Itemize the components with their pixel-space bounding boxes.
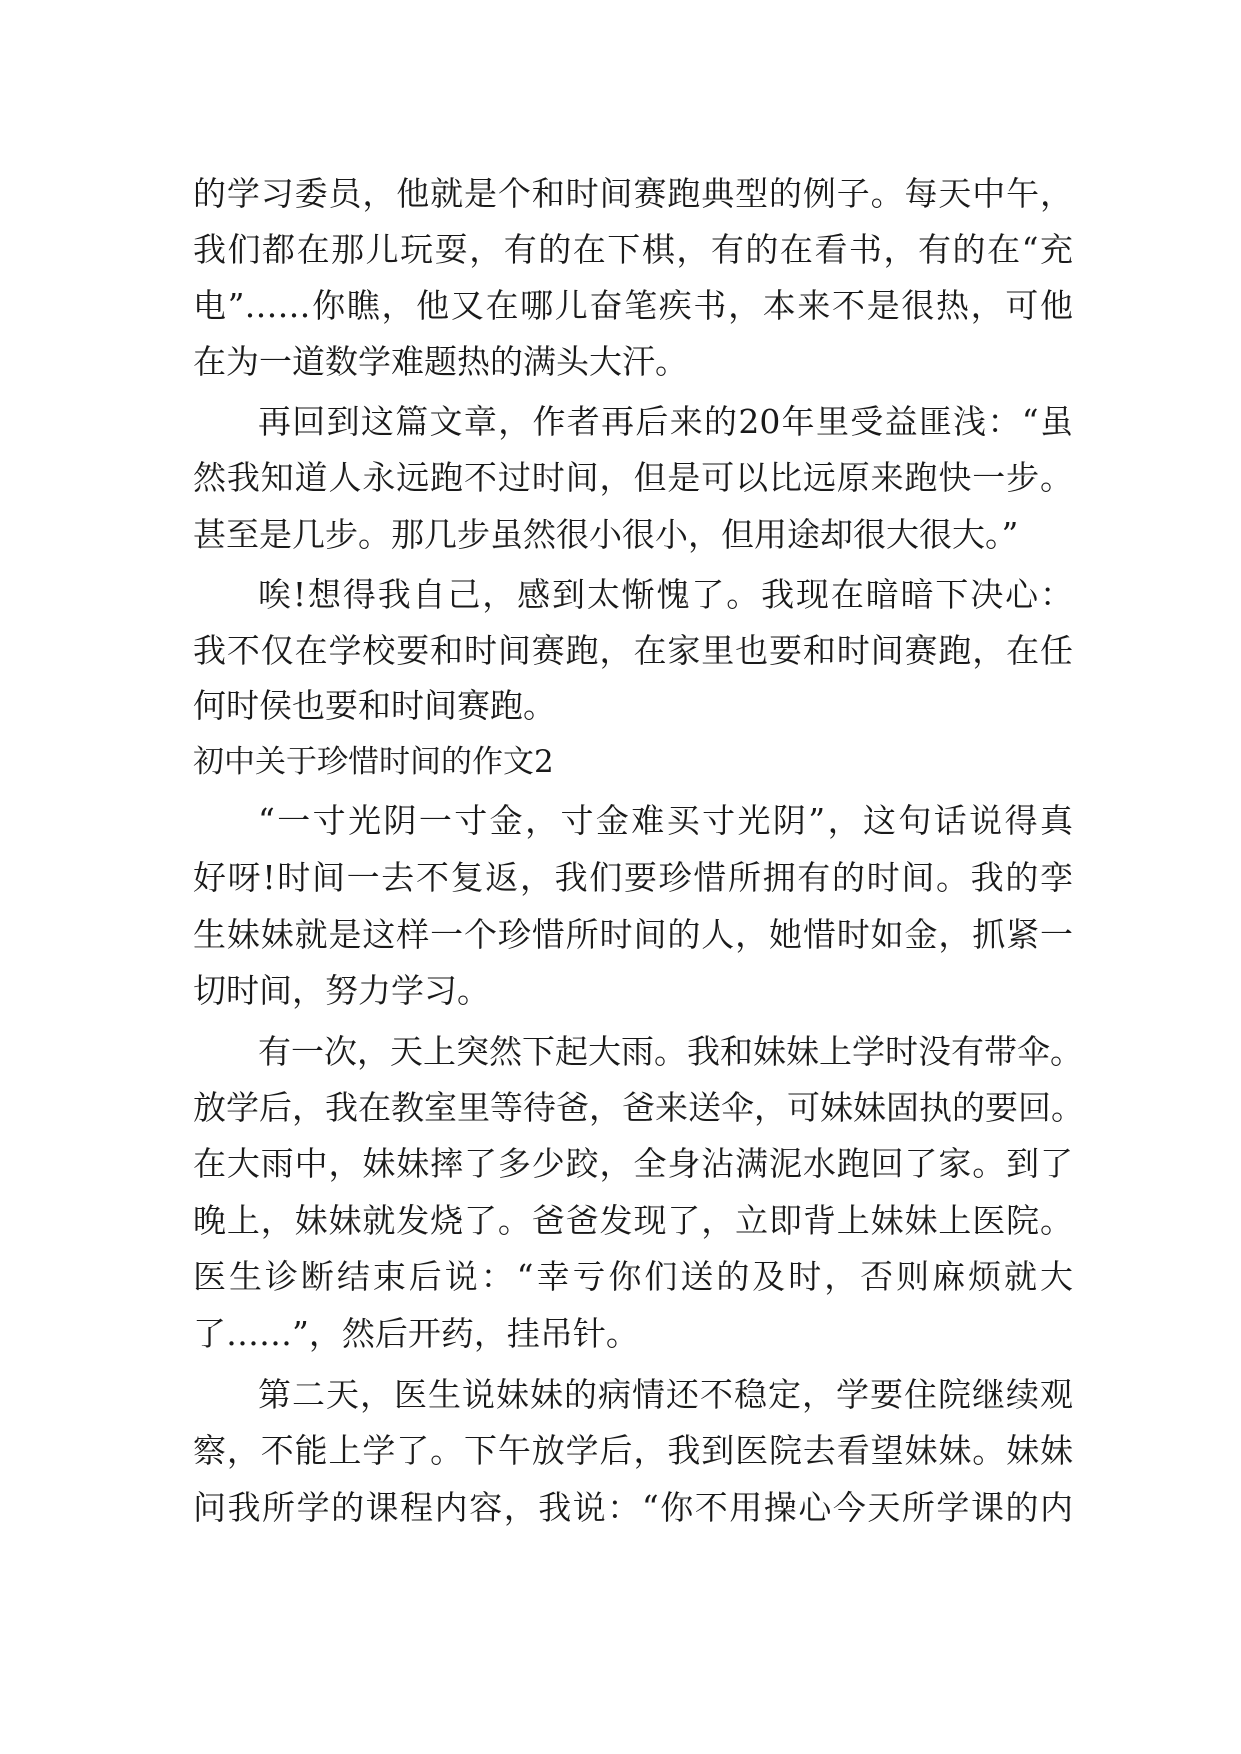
text-line: 我们都在那儿玩耍，有的在下棋，有的在看书，有的在“充 bbox=[193, 230, 1073, 269]
paragraph-first-line: “一寸光阴一寸金，寸金难买寸光阴”，这句话说得真 bbox=[258, 801, 1073, 840]
paragraph-first-line: 再回到这篇文章，作者再后来的20年里受益匪浅：“虽 bbox=[258, 402, 1073, 441]
text-line: 然我知道人永远跑不过时间，但是可以比远原来跑快一步。 bbox=[193, 458, 1073, 497]
text-line: 医生诊断结束后说：“幸亏你们送的及时，否则麻烦就大 bbox=[193, 1257, 1073, 1296]
text-line: 电”……你瞧，他又在哪儿奋笔疾书，本来不是很热，可他 bbox=[193, 286, 1073, 325]
text-line: 甚至是几步。那几步虽然很小很小，但用途却很大很大。” bbox=[193, 515, 1019, 554]
text-line: 放学后，我在教室里等待爸，爸来送伞，可妹妹固执的要回。 bbox=[193, 1088, 1084, 1127]
text-line: 了……”，然后开药，挂吊针。 bbox=[193, 1314, 639, 1353]
paragraph-first-line: 唉!想得我自己，感到太惭愧了。我现在暗暗下决心： bbox=[258, 575, 1073, 614]
text-line: 问我所学的课程内容，我说：“你不用操心今天所学课的内 bbox=[193, 1488, 1073, 1527]
text-line: 切时间，努力学习。 bbox=[193, 971, 490, 1010]
text-line: 我不仅在学校要和时间赛跑，在家里也要和时间赛跑，在任 bbox=[193, 631, 1073, 670]
section-heading: 初中关于珍惜时间的作文2 bbox=[193, 744, 554, 780]
text-line: 生妹妹就是这样一个珍惜所时间的人，她惜时如金，抓紧一 bbox=[193, 915, 1073, 954]
text-line: 何时侯也要和时间赛跑。 bbox=[193, 686, 556, 725]
text-line: 察，不能上学了。下午放学后，我到医院去看望妹妹。妹妹 bbox=[193, 1431, 1073, 1470]
paragraph-first-line: 有一次，天上突然下起大雨。我和妹妹上学时没有带伞。 bbox=[258, 1032, 1083, 1071]
paragraph-first-line: 第二天，医生说妹妹的病情还不稳定，学要住院继续观 bbox=[258, 1375, 1073, 1414]
text-line: 的学习委员，他就是个和时间赛跑典型的例子。每天中午， bbox=[193, 174, 1073, 213]
text-line: 在大雨中，妹妹摔了多少跤，全身沾满泥水跑回了家。到了 bbox=[193, 1144, 1073, 1183]
text-line: 在为一道数学难题热的满头大汗。 bbox=[193, 342, 688, 381]
text-line: 晚上，妹妹就发烧了。爸爸发现了，立即背上妹妹上医院。 bbox=[193, 1201, 1073, 1240]
text-line: 好呀!时间一去不复返，我们要珍惜所拥有的时间。我的孪 bbox=[193, 858, 1073, 897]
